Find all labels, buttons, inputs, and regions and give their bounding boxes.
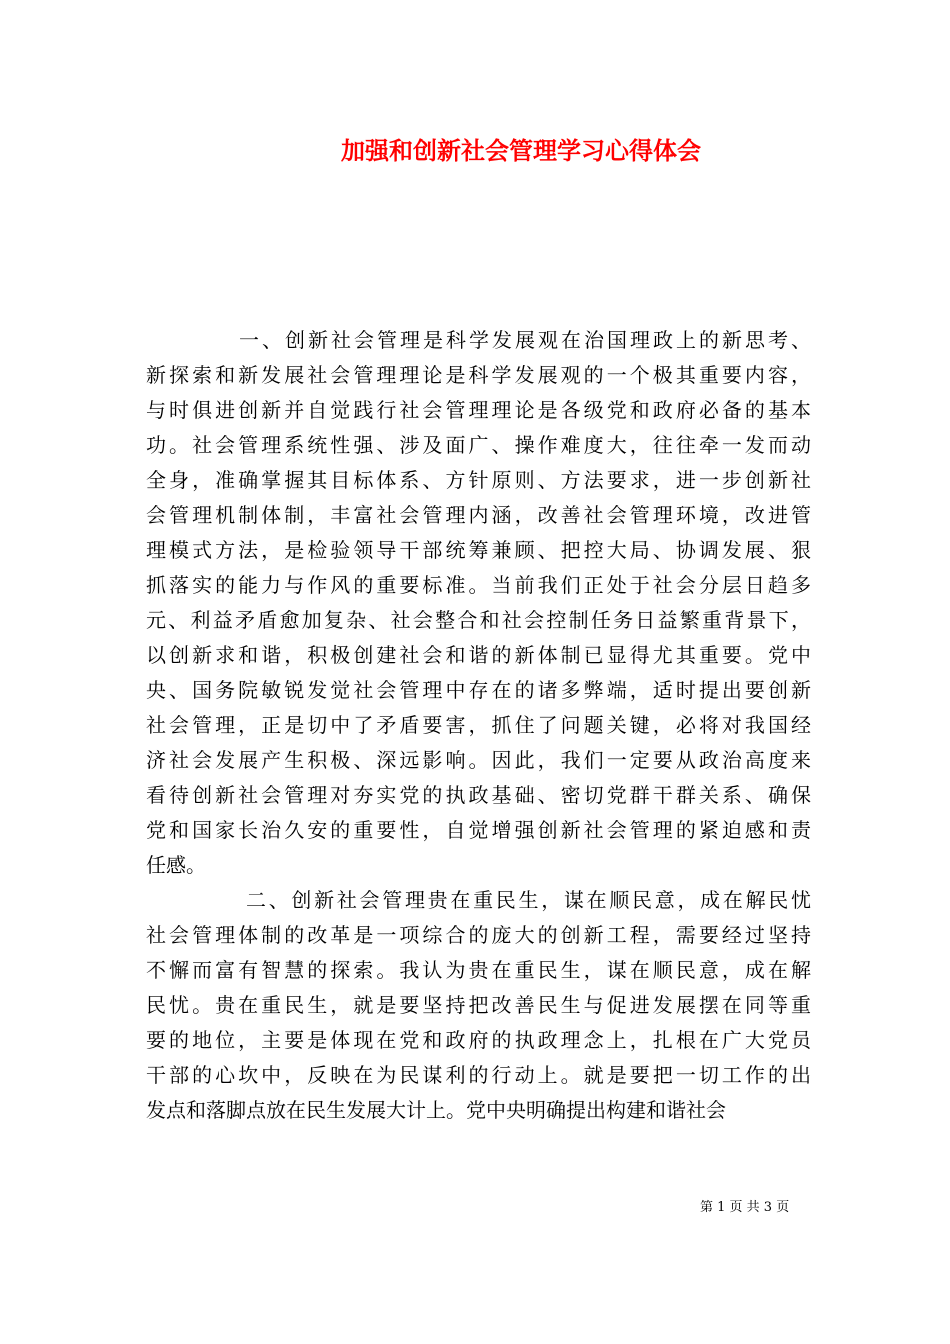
- paragraph-line: 看待创新社会管理对夯实党的执政基础、密切党群干群关系、确保: [146, 783, 811, 807]
- document-body: [146, 323, 811, 1128]
- document-title: 加强和创新社会管理学习心得体会: [341, 136, 701, 165]
- paragraph-line: 济社会发展产生积极、深远影响。因此，我们一定要从政治高度来: [146, 748, 811, 772]
- paragraph-line: 不懈而富有智慧的探索。我认为贵在重民生，谋在顺民意，成在解: [146, 958, 811, 982]
- paragraph-line: 一、创新社会管理是科学发展观在治国理政上的新思考、: [239, 328, 811, 352]
- paragraph: [146, 883, 811, 1128]
- paragraph-line: 抓落实的能力与作风的重要标准。当前我们正处于社会分层日趋多: [146, 573, 811, 597]
- paragraph-line: 二、创新社会管理贵在重民生，谋在顺民意，成在解民忧: [246, 888, 811, 912]
- paragraph-line: 要的地位，主要是体现在党和政府的执政理念上，扎根在广大党员: [146, 1028, 811, 1052]
- paragraph-line: 全身，准确掌握其目标体系、方针原则、方法要求，进一步创新社: [146, 468, 811, 492]
- paragraph-line: 会管理机制体制，丰富社会管理内涵，改善社会管理环境，改进管: [146, 503, 811, 527]
- paragraph-line: 新探索和新发展社会管理理论是科学发展观的一个极其重要内容，: [146, 363, 811, 387]
- paragraph-line: 干部的心坎中，反映在为民谋利的行动上。就是要把一切工作的出: [146, 1063, 811, 1087]
- paragraph-line: 发点和落脚点放在民生发展大计上。党中央明确提出构建和谐社会: [146, 1098, 726, 1122]
- paragraph-line: 社会管理体制的改革是一项综合的庞大的创新工程，需要经过坚持: [146, 923, 811, 947]
- paragraph-line: 任感。: [146, 853, 206, 877]
- paragraph-line: 社会管理，正是切中了矛盾要害，抓住了问题关键，必将对我国经: [146, 713, 811, 737]
- paragraph-line: 元、利益矛盾愈加复杂、社会整合和社会控制任务日益繁重背景下，: [146, 608, 811, 632]
- paragraph-line: 党和国家长治久安的重要性，自觉增强创新社会管理的紧迫感和责: [146, 818, 811, 842]
- paragraph-line: 理模式方法，是检验领导干部统筹兼顾、把控大局、协调发展、狠: [146, 538, 811, 562]
- paragraph-line: 央、国务院敏锐发觉社会管理中存在的诸多弊端，适时提出要创新: [146, 678, 811, 702]
- page-number-footer: 第 1 页 共 3 页: [700, 1200, 790, 1215]
- paragraph-line: 功。社会管理系统性强、涉及面广、操作难度大，往往牵一发而动: [146, 433, 811, 457]
- paragraph-line: 与时俱进创新并自觉践行社会管理理论是各级党和政府必备的基本: [146, 398, 811, 422]
- paragraph-line: 以创新求和谐，积极创建社会和谐的新体制已显得尤其重要。党中: [146, 643, 811, 667]
- paragraph-line: 民忧。贵在重民生，就是要坚持把改善民生与促进发展摆在同等重: [146, 993, 811, 1017]
- paragraph: [146, 323, 811, 883]
